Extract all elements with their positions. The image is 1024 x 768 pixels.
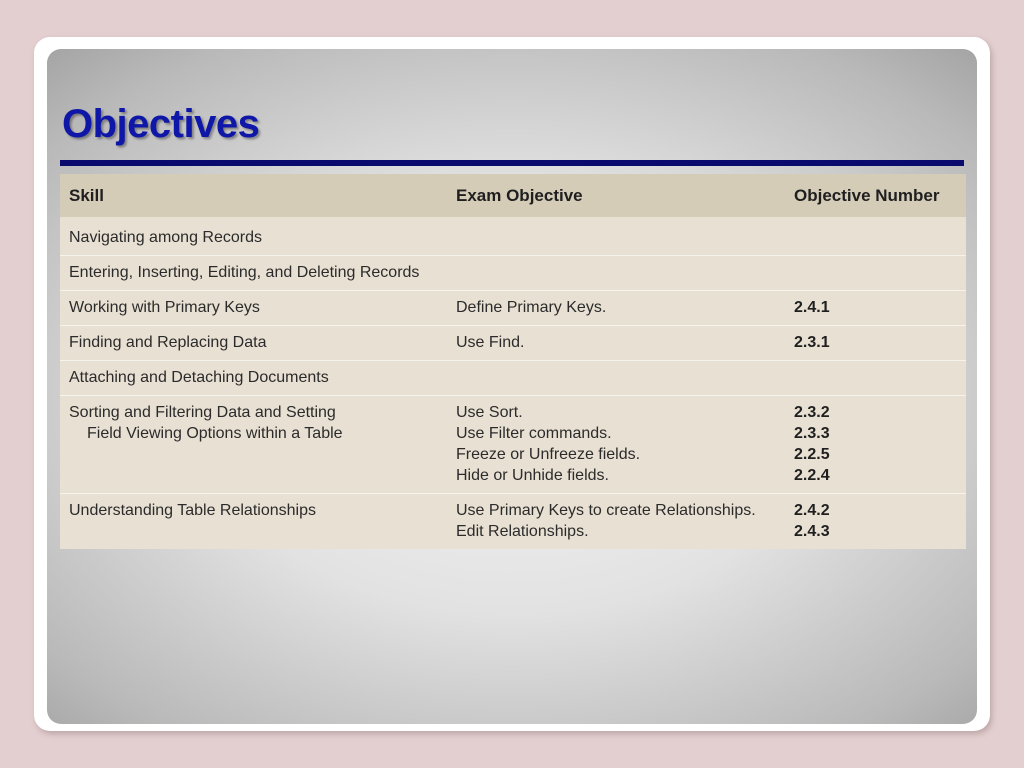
objective-number-cell	[785, 396, 966, 494]
objectives-table	[60, 174, 966, 549]
objective-number-cell	[785, 217, 966, 256]
objective-number-cell	[785, 494, 966, 550]
skill-text: Understanding Table Relationships	[69, 502, 316, 519]
exam-objective-text: Define Primary Keys.	[456, 299, 607, 316]
header-objective-number: Objective Number	[785, 174, 966, 217]
exam-objective-text: Use Filter commands.	[456, 425, 612, 442]
skill-text: Sorting and Filtering Data and Setting	[69, 404, 336, 421]
skill-cell	[60, 494, 447, 550]
table-row	[60, 494, 966, 550]
skill-cell	[60, 396, 447, 494]
objective-number-text: 2.4.1	[794, 299, 830, 316]
exam-objective-text: Edit Relationships.	[456, 523, 589, 540]
objective-number-cell	[785, 326, 966, 361]
skill-text: Working with Primary Keys	[69, 299, 260, 316]
exam-objective-cell	[447, 494, 785, 550]
skill-cell	[60, 291, 447, 326]
table-row	[60, 361, 966, 396]
skill-cell	[60, 361, 447, 396]
skill-text: Field Viewing Options within a Table	[87, 425, 343, 442]
objective-number-text: 2.4.2	[794, 502, 830, 519]
table-row	[60, 256, 966, 291]
skill-cell	[60, 217, 447, 256]
header-skill: Skill	[60, 174, 447, 217]
objective-number-cell	[785, 291, 966, 326]
objective-number-cell	[785, 361, 966, 396]
objective-number-text: 2.2.4	[794, 467, 830, 484]
objective-number-text: 2.3.3	[794, 425, 830, 442]
exam-objective-cell	[447, 217, 785, 256]
objective-number-text: 2.3.1	[794, 334, 830, 351]
exam-objective-text: Use Find.	[456, 334, 525, 351]
objective-number-text: 2.4.3	[794, 523, 830, 540]
exam-objective-cell	[447, 291, 785, 326]
skill-text: Navigating among Records	[69, 229, 262, 246]
slide-frame	[34, 37, 990, 731]
title-divider	[60, 160, 964, 166]
skill-text: Finding and Replacing Data	[69, 334, 267, 351]
slide-title: Objectives	[62, 102, 260, 146]
objective-number-text: 2.3.2	[794, 404, 830, 421]
table-header-row	[60, 174, 966, 217]
exam-objective-cell	[447, 396, 785, 494]
skill-text: Entering, Inserting, Editing, and Deleting Records	[69, 264, 420, 281]
skill-text: Attaching and Detaching Documents	[69, 369, 329, 386]
skill-cell	[60, 326, 447, 361]
exam-objective-text: Hide or Unhide fields.	[456, 467, 609, 484]
exam-objective-text: Freeze or Unfreeze fields.	[456, 446, 641, 463]
table-body	[60, 217, 966, 549]
table-row	[60, 396, 966, 494]
objective-number-cell	[785, 256, 966, 291]
table-row	[60, 326, 966, 361]
header-exam-objective: Exam Objective	[447, 174, 785, 217]
exam-objective-cell	[447, 361, 785, 396]
objective-number-text: 2.2.5	[794, 446, 830, 463]
skill-cell	[60, 256, 447, 291]
exam-objective-cell	[447, 256, 785, 291]
slide	[47, 49, 977, 724]
exam-objective-cell	[447, 326, 785, 361]
table-row	[60, 217, 966, 256]
exam-objective-text: Use Sort.	[456, 404, 523, 421]
exam-objective-text: Use Primary Keys to create Relationships.	[456, 502, 756, 519]
table-row	[60, 291, 966, 326]
